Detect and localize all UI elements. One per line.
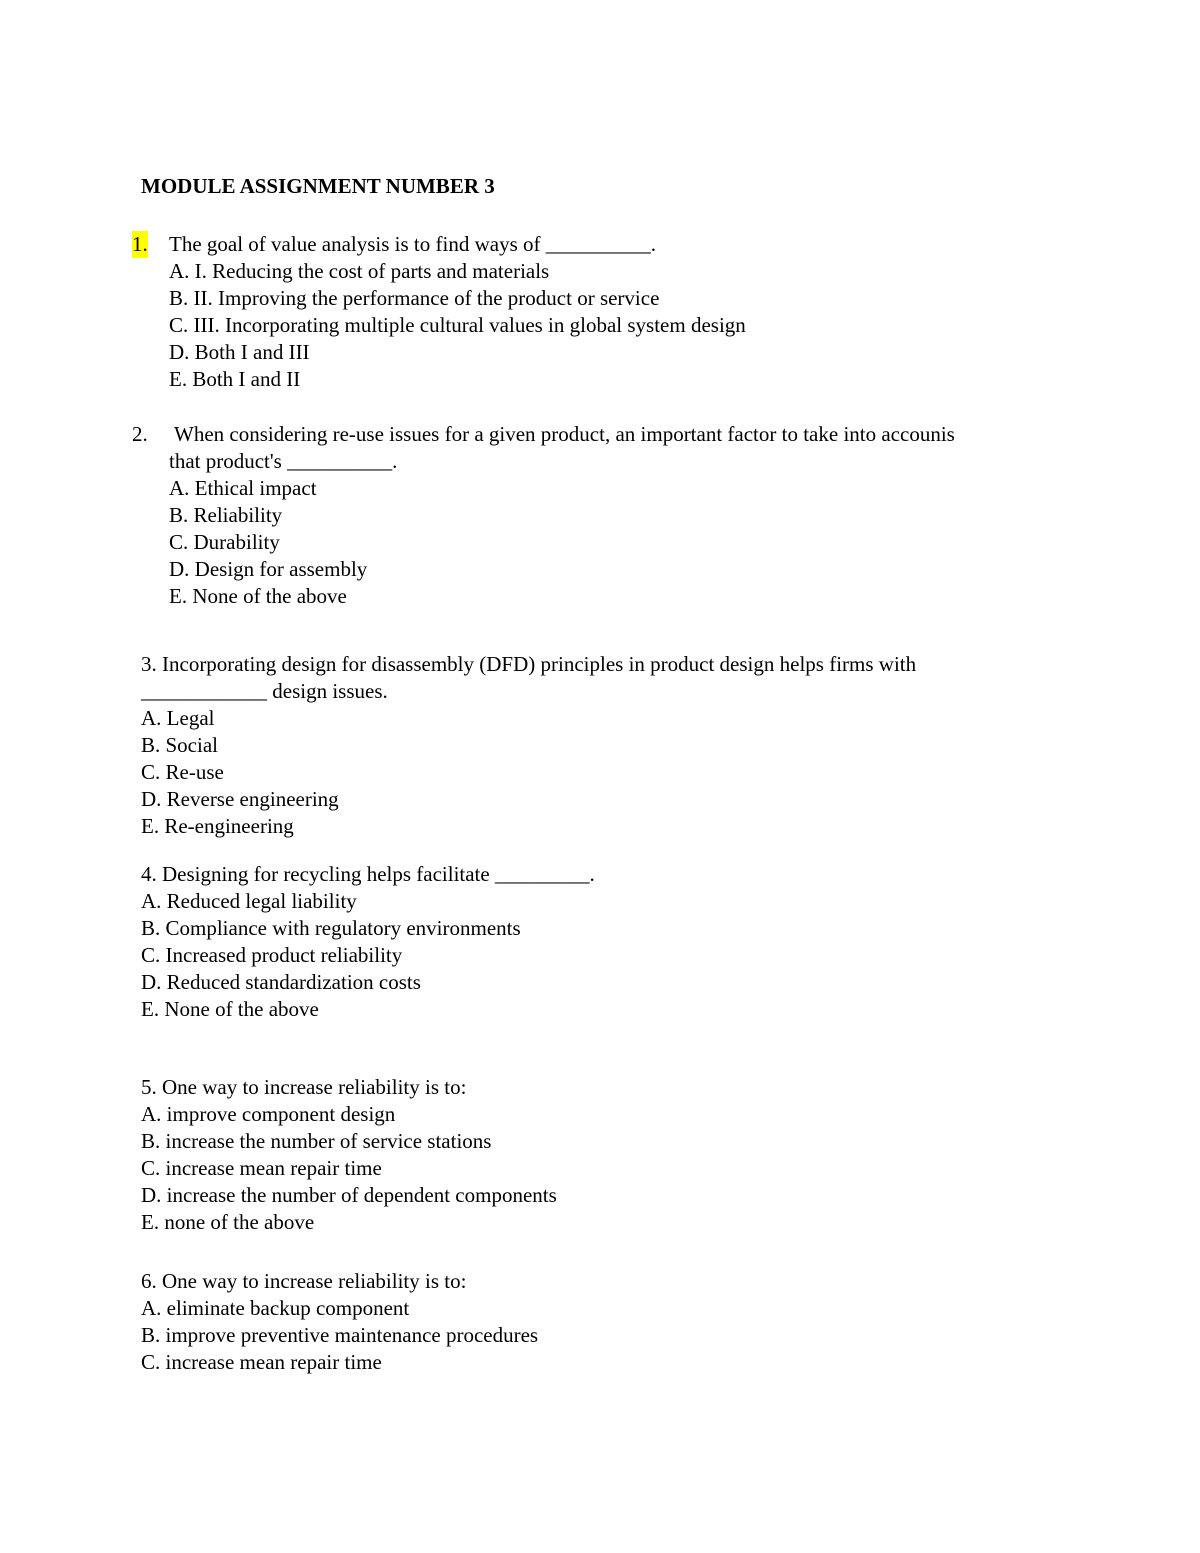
question-4 bbox=[141, 861, 595, 1021]
option-d: D. Design for assembly bbox=[169, 557, 368, 581]
option-list bbox=[141, 705, 339, 840]
question-stem: 5. One way to increase reliability is to: bbox=[141, 1075, 467, 1099]
option-a: A. Reduced legal liability bbox=[141, 889, 357, 913]
option-e: E. None of the above bbox=[141, 997, 319, 1021]
option-c: C. III. Incorporating multiple cultural values in global system design bbox=[169, 313, 746, 337]
question-6 bbox=[141, 1268, 539, 1374]
option-list bbox=[141, 888, 521, 1023]
question-5 bbox=[141, 1074, 557, 1234]
question-1 bbox=[132, 231, 746, 391]
option-c: C. Re-use bbox=[141, 760, 224, 784]
option-list bbox=[141, 1101, 557, 1236]
question-3 bbox=[141, 651, 917, 838]
option-e: E. Re-engineering bbox=[141, 814, 294, 838]
option-b: B. improve preventive maintenance procedures bbox=[141, 1323, 539, 1347]
option-b: B. increase the number of service stations bbox=[141, 1129, 492, 1153]
question-stem-continued: that product's __________. bbox=[169, 449, 398, 473]
option-d: D. Reduced standardization costs bbox=[141, 970, 421, 994]
option-a: A. eliminate backup component bbox=[141, 1296, 410, 1320]
option-a: A. improve component design bbox=[141, 1102, 396, 1126]
question-stem: 6. One way to increase reliability is to: bbox=[141, 1269, 467, 1293]
option-c: C. Durability bbox=[169, 530, 280, 554]
option-a: A. Legal bbox=[141, 706, 215, 730]
option-e: E. Both I and II bbox=[169, 367, 301, 391]
question-number-highlighted: 1. bbox=[132, 232, 148, 256]
option-c: C. Increased product reliability bbox=[141, 943, 403, 967]
page-title: MODULE ASSIGNMENT NUMBER 3 bbox=[141, 174, 495, 198]
option-d: D. Both I and III bbox=[169, 340, 310, 364]
option-d: D. increase the number of dependent components bbox=[141, 1183, 557, 1207]
option-e: E. none of the above bbox=[141, 1210, 315, 1234]
option-c: C. increase mean repair time bbox=[141, 1156, 382, 1180]
option-a: A. I. Reducing the cost of parts and materials bbox=[169, 259, 550, 283]
question-stem-continued: ____________ design issues. bbox=[141, 679, 388, 703]
option-b: B. Reliability bbox=[169, 503, 283, 527]
option-a: A. Ethical impact bbox=[169, 476, 317, 500]
option-b: B. Social bbox=[141, 733, 218, 757]
option-b: B. Compliance with regulatory environments bbox=[141, 916, 521, 940]
option-list bbox=[169, 258, 746, 393]
option-b: B. II. Improving the performance of the product or service bbox=[169, 286, 660, 310]
option-e: E. None of the above bbox=[169, 584, 347, 608]
question-stem: When considering re-use issues for a given product, an important factor to take into accounis bbox=[174, 422, 955, 446]
question-2 bbox=[132, 421, 955, 608]
option-d: D. Reverse engineering bbox=[141, 787, 339, 811]
question-stem: 4. Designing for recycling helps facilitate _________. bbox=[141, 862, 595, 886]
question-number: 2. bbox=[132, 422, 148, 446]
question-stem: The goal of value analysis is to find ways of __________. bbox=[169, 232, 656, 256]
question-stem: 3. Incorporating design for disassembly (DFD) principles in product design helps firms with bbox=[141, 652, 917, 676]
option-c: C. increase mean repair time bbox=[141, 1350, 382, 1374]
option-list bbox=[141, 1295, 538, 1376]
option-list bbox=[169, 475, 367, 610]
